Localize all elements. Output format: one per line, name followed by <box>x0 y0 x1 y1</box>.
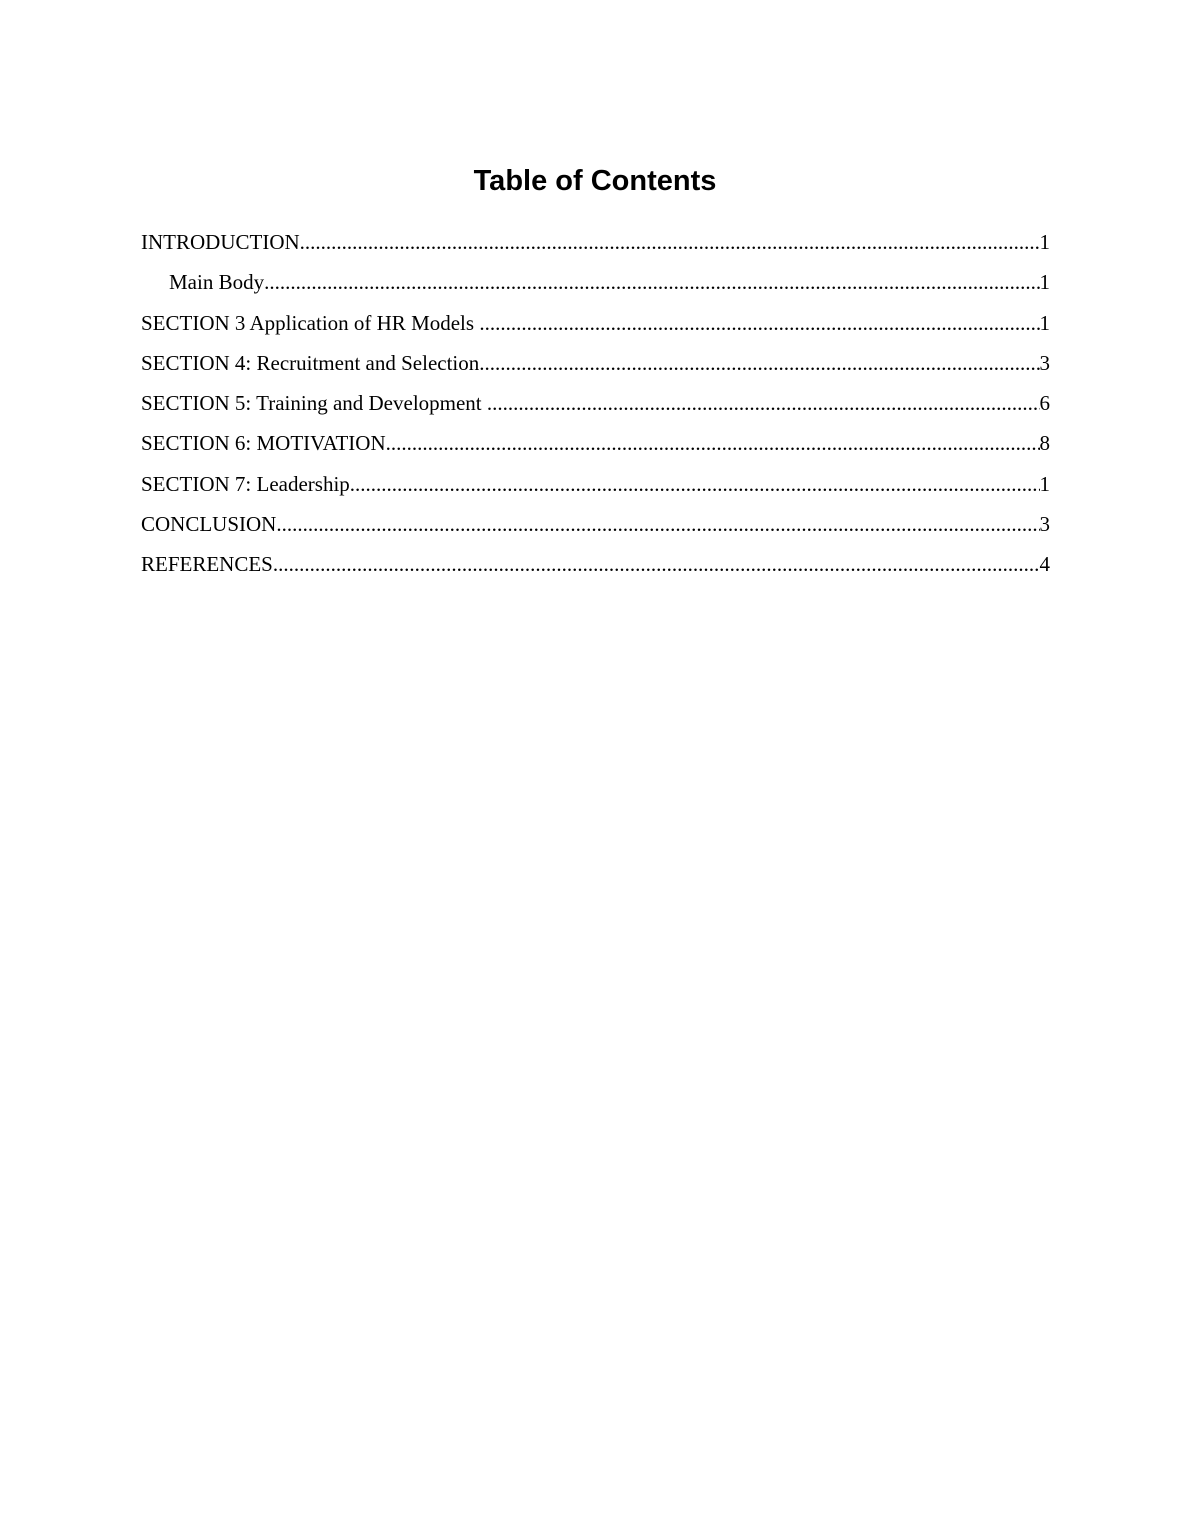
toc-entry-section-4[interactable] <box>141 343 1050 383</box>
toc-dot-leader <box>276 504 1039 544</box>
toc-page-number: 1 <box>1039 230 1050 254</box>
toc-list <box>141 222 1050 585</box>
toc-entry-text: SECTION 7: Leadership <box>141 471 350 496</box>
toc-entry-text: SECTION 3 Application of HR Models <box>141 310 480 335</box>
toc-entry-text: SECTION 5: Training and Development <box>141 391 487 416</box>
toc-entry-section-6[interactable] <box>141 423 1050 463</box>
toc-entry-text: Main Body <box>169 270 265 295</box>
toc-page-number: 1 <box>1039 310 1050 335</box>
toc-entry-text: CONCLUSION <box>141 512 277 537</box>
toc-dot-leader <box>487 383 1040 423</box>
toc-entry-main-body[interactable] <box>141 262 1050 302</box>
toc-dot-leader <box>479 343 1039 383</box>
toc-entry-text: SECTION 4: Recruitment and Selection <box>141 350 480 375</box>
toc-entry-text: INTRODUCTION <box>141 230 300 254</box>
toc-page-number: 6 <box>1039 391 1050 416</box>
toc-entry-references[interactable] <box>141 544 1050 584</box>
toc-dot-leader <box>273 544 1040 584</box>
toc-dot-leader <box>264 262 1039 302</box>
toc-page-number: 3 <box>1039 512 1050 537</box>
toc-entry-section-5[interactable] <box>141 383 1050 423</box>
toc-dot-leader <box>300 222 1040 262</box>
toc-page-number: 1 <box>1039 270 1050 295</box>
toc-page-number: 4 <box>1039 552 1050 577</box>
toc-entry-section-7[interactable] <box>141 464 1050 504</box>
toc-entry-section-3[interactable] <box>141 303 1050 343</box>
toc-page-number: 1 <box>1039 471 1050 496</box>
toc-dot-leader <box>479 303 1039 343</box>
toc-entry-conclusion[interactable] <box>141 504 1050 544</box>
toc-title: Table of Contents <box>473 165 717 197</box>
toc-page-number: 8 <box>1039 431 1050 456</box>
toc-entry-introduction[interactable] <box>141 222 1050 262</box>
toc-entry-text: REFERENCES <box>141 552 273 577</box>
toc-dot-leader <box>350 464 1040 504</box>
toc-entry-text: SECTION 6: MOTIVATION <box>141 431 386 456</box>
toc-page-number: 3 <box>1039 350 1050 375</box>
toc-dot-leader <box>386 423 1040 463</box>
